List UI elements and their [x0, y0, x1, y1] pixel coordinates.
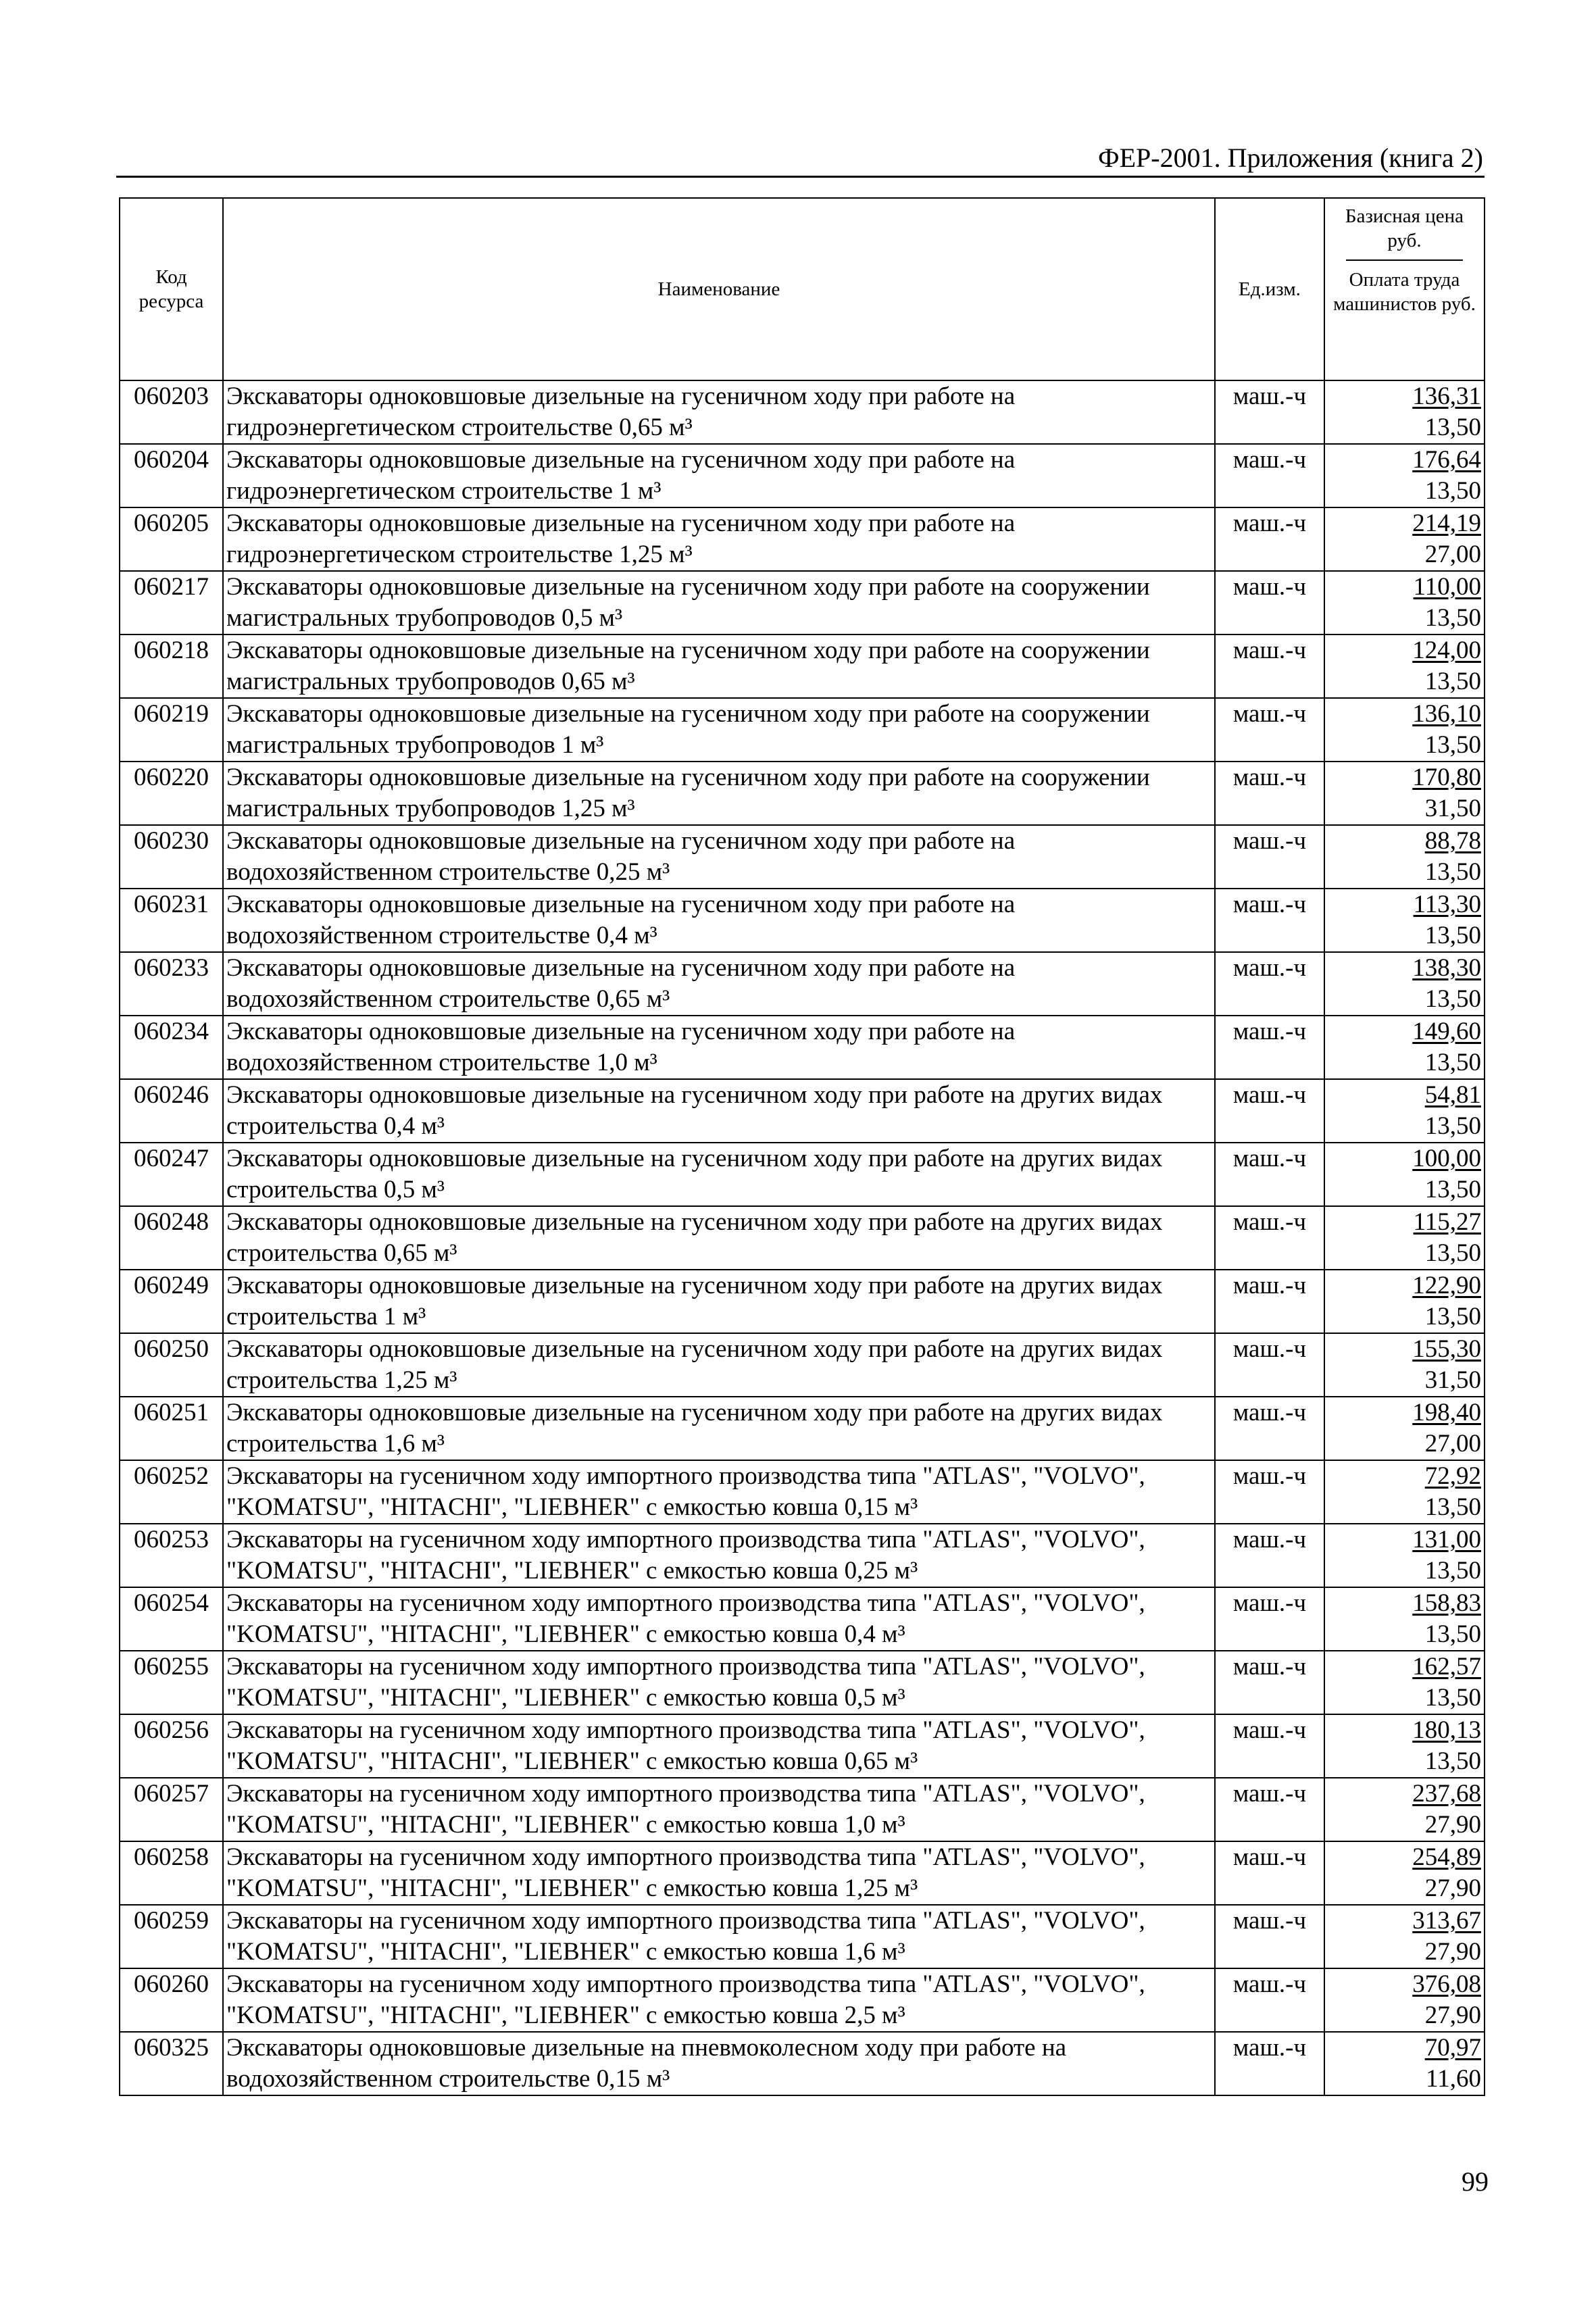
table-row [120, 762, 1485, 825]
base-price: 115,27 [1413, 1208, 1481, 1236]
table-row [120, 507, 1485, 571]
base-price: 214,19 [1412, 509, 1481, 537]
resource-unit: маш.-ч [1215, 1714, 1324, 1778]
price-cell [1324, 1333, 1485, 1397]
table-row [120, 1905, 1485, 1968]
operator-wage: 31,50 [1424, 795, 1481, 822]
price-cell [1324, 1968, 1485, 2032]
resource-unit: маш.-ч [1215, 1079, 1324, 1143]
operator-wage: 13,50 [1424, 858, 1481, 886]
resource-name: Экскаваторы одноковшовые дизельные на гусеничном ходу при работе на других видах строительства 1,6 м³ [223, 1397, 1215, 1460]
table-row [120, 1587, 1485, 1651]
resource-unit: маш.-ч [1215, 571, 1324, 634]
resource-code: 060258 [120, 1841, 223, 1905]
table-row [120, 1206, 1485, 1270]
resource-unit: маш.-ч [1215, 1143, 1324, 1206]
price-cell [1324, 762, 1485, 825]
col-header-name: Наименование [223, 198, 1215, 380]
operator-wage: 13,50 [1424, 731, 1481, 759]
resource-unit: маш.-ч [1215, 1270, 1324, 1333]
resource-code: 060219 [120, 698, 223, 762]
col-header-unit: Ед.изм. [1215, 198, 1324, 380]
operator-wage: 27,90 [1424, 1874, 1481, 1902]
price-cell [1324, 2032, 1485, 2095]
base-price: 124,00 [1412, 637, 1481, 664]
price-cell [1324, 1143, 1485, 1206]
resource-unit: маш.-ч [1215, 1333, 1324, 1397]
table-row [120, 1460, 1485, 1524]
resource-code: 060257 [120, 1778, 223, 1841]
resource-code: 060251 [120, 1397, 223, 1460]
price-cell [1324, 634, 1485, 698]
base-price: 155,30 [1412, 1335, 1481, 1363]
price-cell [1324, 1651, 1485, 1714]
table-row [120, 444, 1485, 507]
price-cell [1324, 1714, 1485, 1778]
price-cell [1324, 1206, 1485, 1270]
table-row [120, 571, 1485, 634]
operator-wage: 11,60 [1426, 2065, 1481, 2093]
table-row [120, 634, 1485, 698]
operator-wage: 13,50 [1424, 985, 1481, 1013]
table-row [120, 952, 1485, 1016]
price-cell [1324, 571, 1485, 634]
base-price: 158,83 [1412, 1589, 1481, 1617]
base-price: 100,00 [1412, 1145, 1481, 1172]
running-header: ФЕР-2001. Приложения (книга 2) [1098, 143, 1483, 173]
resource-code: 060325 [120, 2032, 223, 2095]
operator-wage: 13,50 [1424, 1239, 1481, 1267]
resource-name: Экскаваторы одноковшовые дизельные на гусеничном ходу при работе на гидроэнергетическом строительстве 1,25 м³ [223, 507, 1215, 571]
resource-name: Экскаваторы на гусеничном ходу импортного производства типа "ATLAS", "VOLVO", "KOMATSU", "HITACHI", "LIEBHER" с емкостью ковша 0,15 м³ [223, 1460, 1215, 1524]
table-row [120, 1079, 1485, 1143]
resource-name: Экскаваторы одноковшовые дизельные на гусеничном ходу при работе на других видах строительства 0,5 м³ [223, 1143, 1215, 1206]
table-row [120, 889, 1485, 952]
resource-unit: маш.-ч [1215, 698, 1324, 762]
table-row [120, 825, 1485, 889]
table-body [120, 380, 1485, 2095]
price-cell [1324, 1524, 1485, 1587]
table-row [120, 1333, 1485, 1397]
table-header-row [120, 198, 1485, 380]
resource-code: 060217 [120, 571, 223, 634]
resource-code: 060255 [120, 1651, 223, 1714]
price-cell [1324, 698, 1485, 762]
resource-code: 060205 [120, 507, 223, 571]
resource-unit: маш.-ч [1215, 507, 1324, 571]
resource-code: 060252 [120, 1460, 223, 1524]
resource-unit: маш.-ч [1215, 1460, 1324, 1524]
operator-wage: 27,90 [1424, 1938, 1481, 1966]
base-price: 54,81 [1424, 1081, 1481, 1109]
resource-unit: маш.-ч [1215, 1016, 1324, 1079]
resource-unit: маш.-ч [1215, 1587, 1324, 1651]
table-row [120, 1524, 1485, 1587]
resource-code: 060230 [120, 825, 223, 889]
resource-unit: маш.-ч [1215, 380, 1324, 444]
table-row [120, 1841, 1485, 1905]
base-price: 136,31 [1412, 382, 1481, 410]
base-price: 113,30 [1413, 891, 1481, 918]
resource-unit: маш.-ч [1215, 1841, 1324, 1905]
base-price: 254,89 [1412, 1843, 1481, 1871]
operator-wage: 27,00 [1424, 1430, 1481, 1458]
resource-unit: маш.-ч [1215, 634, 1324, 698]
resource-name: Экскаваторы на гусеничном ходу импортного производства типа "ATLAS", "VOLVO", "KOMATSU", "HITACHI", "LIEBHER" с емкостью ковша 0,4 м³ [223, 1587, 1215, 1651]
resource-name: Экскаваторы одноковшовые дизельные на гусеничном ходу при работе на сооружении магистральных трубопроводов 0,65 м³ [223, 634, 1215, 698]
resource-table [119, 197, 1485, 2096]
base-price: 138,30 [1412, 954, 1481, 982]
operator-wage: 13,50 [1424, 1176, 1481, 1203]
resource-unit: маш.-ч [1215, 889, 1324, 952]
base-price: 136,10 [1412, 700, 1481, 728]
base-price: 131,00 [1412, 1526, 1481, 1553]
table-row [120, 380, 1485, 444]
resource-name: Экскаваторы одноковшовые дизельные на гусеничном ходу при работе на других видах строительства 0,4 м³ [223, 1079, 1215, 1143]
resource-name: Экскаваторы на гусеничном ходу импортного производства типа "ATLAS", "VOLVO", "KOMATSU", "HITACHI", "LIEBHER" с емкостью ковша 1,0 м³ [223, 1778, 1215, 1841]
resource-code: 060247 [120, 1143, 223, 1206]
base-price: 237,68 [1412, 1780, 1481, 1808]
resource-code: 060233 [120, 952, 223, 1016]
resource-code: 060234 [120, 1016, 223, 1079]
resource-unit: маш.-ч [1215, 1968, 1324, 2032]
resource-code: 060203 [120, 380, 223, 444]
resource-name: Экскаваторы одноковшовые дизельные на гусеничном ходу при работе на водохозяйственном строительстве 1,0 м³ [223, 1016, 1215, 1079]
col-header-wage: Оплата труда машинистов руб. [1333, 269, 1476, 315]
base-price: 149,60 [1412, 1018, 1481, 1045]
operator-wage: 13,50 [1424, 1557, 1481, 1585]
resource-name: Экскаваторы одноковшовые дизельные на гусеничном ходу при работе на водохозяйственном строительстве 0,4 м³ [223, 889, 1215, 952]
operator-wage: 13,50 [1424, 1303, 1481, 1330]
resource-code: 060260 [120, 1968, 223, 2032]
resource-name: Экскаваторы одноковшовые дизельные на гусеничном ходу при работе на сооружении магистральных трубопроводов 1,25 м³ [223, 762, 1215, 825]
price-cell [1324, 444, 1485, 507]
table-row [120, 1651, 1485, 1714]
price-cell [1324, 1079, 1485, 1143]
col-header-code: Код ресурса [120, 198, 223, 380]
resource-name: Экскаваторы одноковшовые дизельные на гусеничном ходу при работе на других видах строительства 0,65 м³ [223, 1206, 1215, 1270]
resource-code: 060218 [120, 634, 223, 698]
operator-wage: 13,50 [1424, 922, 1481, 949]
resource-name: Экскаваторы одноковшовые дизельные на гусеничном ходу при работе на гидроэнергетическом строительстве 1 м³ [223, 444, 1215, 507]
operator-wage: 13,50 [1424, 414, 1481, 441]
resource-code: 060231 [120, 889, 223, 952]
resource-code: 060250 [120, 1333, 223, 1397]
resource-code: 060246 [120, 1079, 223, 1143]
header-rule [116, 176, 1485, 178]
resource-name: Экскаваторы на гусеничном ходу импортного производства типа "ATLAS", "VOLVO", "KOMATSU", "HITACHI", "LIEBHER" с емкостью ковша 1,25 м³ [223, 1841, 1215, 1905]
price-cell [1324, 889, 1485, 952]
resource-unit: маш.-ч [1215, 1206, 1324, 1270]
operator-wage: 13,50 [1424, 1493, 1481, 1521]
resource-name: Экскаваторы одноковшовые дизельные на гусеничном ходу при работе на сооружении магистральных трубопроводов 1 м³ [223, 698, 1215, 762]
base-price: 110,00 [1413, 573, 1481, 601]
table-row [120, 1778, 1485, 1841]
resource-name: Экскаваторы одноковшовые дизельные на гусеничном ходу при работе на сооружении магистральных трубопроводов 0,5 м³ [223, 571, 1215, 634]
base-price: 170,80 [1412, 764, 1481, 791]
resource-unit: маш.-ч [1215, 1905, 1324, 1968]
resource-name: Экскаваторы одноковшовые дизельные на гусеничном ходу при работе на гидроэнергетическом строительстве 0,65 м³ [223, 380, 1215, 444]
resource-name: Экскаваторы одноковшовые дизельные на гусеничном ходу при работе на других видах строительства 1,25 м³ [223, 1333, 1215, 1397]
price-cell [1324, 1587, 1485, 1651]
resource-unit: маш.-ч [1215, 952, 1324, 1016]
resource-name: Экскаваторы на гусеничном ходу импортного производства типа "ATLAS", "VOLVO", "KOMATSU", "HITACHI", "LIEBHER" с емкостью ковша 2,5 м³ [223, 1968, 1215, 2032]
table-row [120, 1397, 1485, 1460]
resource-name: Экскаваторы на гусеничном ходу импортного производства типа "ATLAS", "VOLVO", "KOMATSU", "HITACHI", "LIEBHER" с емкостью ковша 1,6 м³ [223, 1905, 1215, 1968]
operator-wage: 13,50 [1424, 477, 1481, 505]
operator-wage: 27,90 [1424, 1811, 1481, 1839]
table-row [120, 1968, 1485, 2032]
base-price: 122,90 [1412, 1272, 1481, 1299]
base-price: 70,97 [1424, 2034, 1481, 2062]
operator-wage: 27,90 [1424, 2001, 1481, 2029]
resource-name: Экскаваторы на гусеничном ходу импортного производства типа "ATLAS", "VOLVO", "KOMATSU", "HITACHI", "LIEBHER" с емкостью ковша 0,65 м³ [223, 1714, 1215, 1778]
resource-unit: маш.-ч [1215, 1397, 1324, 1460]
resource-code: 060254 [120, 1587, 223, 1651]
resource-unit: маш.-ч [1215, 2032, 1324, 2095]
resource-name: Экскаваторы на гусеничном ходу импортного производства типа "ATLAS", "VOLVO", "KOMATSU", "HITACHI", "LIEBHER" с емкостью ковша 0,5 м³ [223, 1651, 1215, 1714]
resource-unit: маш.-ч [1215, 825, 1324, 889]
resource-code: 060256 [120, 1714, 223, 1778]
resource-unit: маш.-ч [1215, 1651, 1324, 1714]
price-cell [1324, 1397, 1485, 1460]
resource-unit: маш.-ч [1215, 444, 1324, 507]
base-price: 162,57 [1412, 1653, 1481, 1681]
table-row [120, 698, 1485, 762]
resource-name: Экскаваторы одноковшовые дизельные на гусеничном ходу при работе на водохозяйственном строительстве 0,25 м³ [223, 825, 1215, 889]
price-cell [1324, 507, 1485, 571]
table-row [120, 1143, 1485, 1206]
price-cell [1324, 1460, 1485, 1524]
operator-wage: 27,00 [1424, 541, 1481, 568]
price-cell [1324, 380, 1485, 444]
operator-wage: 13,50 [1424, 1112, 1481, 1140]
table-row [120, 1714, 1485, 1778]
price-cell [1324, 1841, 1485, 1905]
resource-unit: маш.-ч [1215, 1778, 1324, 1841]
table-row [120, 1270, 1485, 1333]
base-price: 198,40 [1412, 1399, 1481, 1426]
resource-code: 060248 [120, 1206, 223, 1270]
resource-code: 060259 [120, 1905, 223, 1968]
price-cell [1324, 1905, 1485, 1968]
resource-name: Экскаваторы одноковшовые дизельные на пневмоколесном ходу при работе на водохозяйственном строительстве 0,15 м³ [223, 2032, 1215, 2095]
operator-wage: 13,50 [1424, 1620, 1481, 1648]
price-cell [1324, 825, 1485, 889]
operator-wage: 31,50 [1424, 1366, 1481, 1394]
base-price: 180,13 [1412, 1716, 1481, 1744]
base-price: 176,64 [1412, 446, 1481, 474]
base-price: 313,67 [1412, 1907, 1481, 1935]
base-price: 88,78 [1424, 827, 1481, 855]
table-row [120, 2032, 1485, 2095]
header-divider [1346, 259, 1464, 261]
resource-name: Экскаваторы на гусеничном ходу импортного производства типа "ATLAS", "VOLVO", "KOMATSU", "HITACHI", "LIEBHER" с емкостью ковша 0,25 м³ [223, 1524, 1215, 1587]
resource-code: 060204 [120, 444, 223, 507]
resource-name: Экскаваторы одноковшовые дизельные на гусеничном ходу при работе на других видах строительства 1 м³ [223, 1270, 1215, 1333]
resource-code: 060253 [120, 1524, 223, 1587]
col-header-price [1324, 198, 1485, 380]
base-price: 72,92 [1424, 1462, 1481, 1490]
resource-unit: маш.-ч [1215, 1524, 1324, 1587]
resource-name: Экскаваторы одноковшовые дизельные на гусеничном ходу при работе на водохозяйственном строительстве 0,65 м³ [223, 952, 1215, 1016]
table-row [120, 1016, 1485, 1079]
price-cell [1324, 952, 1485, 1016]
price-cell [1324, 1270, 1485, 1333]
resource-code: 060220 [120, 762, 223, 825]
resource-code: 060249 [120, 1270, 223, 1333]
operator-wage: 13,50 [1424, 1684, 1481, 1712]
operator-wage: 13,50 [1424, 668, 1481, 695]
price-cell [1324, 1016, 1485, 1079]
resource-unit: маш.-ч [1215, 762, 1324, 825]
page-number: 99 [1462, 2166, 1489, 2197]
operator-wage: 13,50 [1424, 604, 1481, 632]
operator-wage: 13,50 [1424, 1049, 1481, 1076]
col-header-base-price: Базисная цена руб. [1345, 205, 1464, 251]
operator-wage: 13,50 [1424, 1747, 1481, 1775]
price-cell [1324, 1778, 1485, 1841]
base-price: 376,08 [1412, 1970, 1481, 1998]
